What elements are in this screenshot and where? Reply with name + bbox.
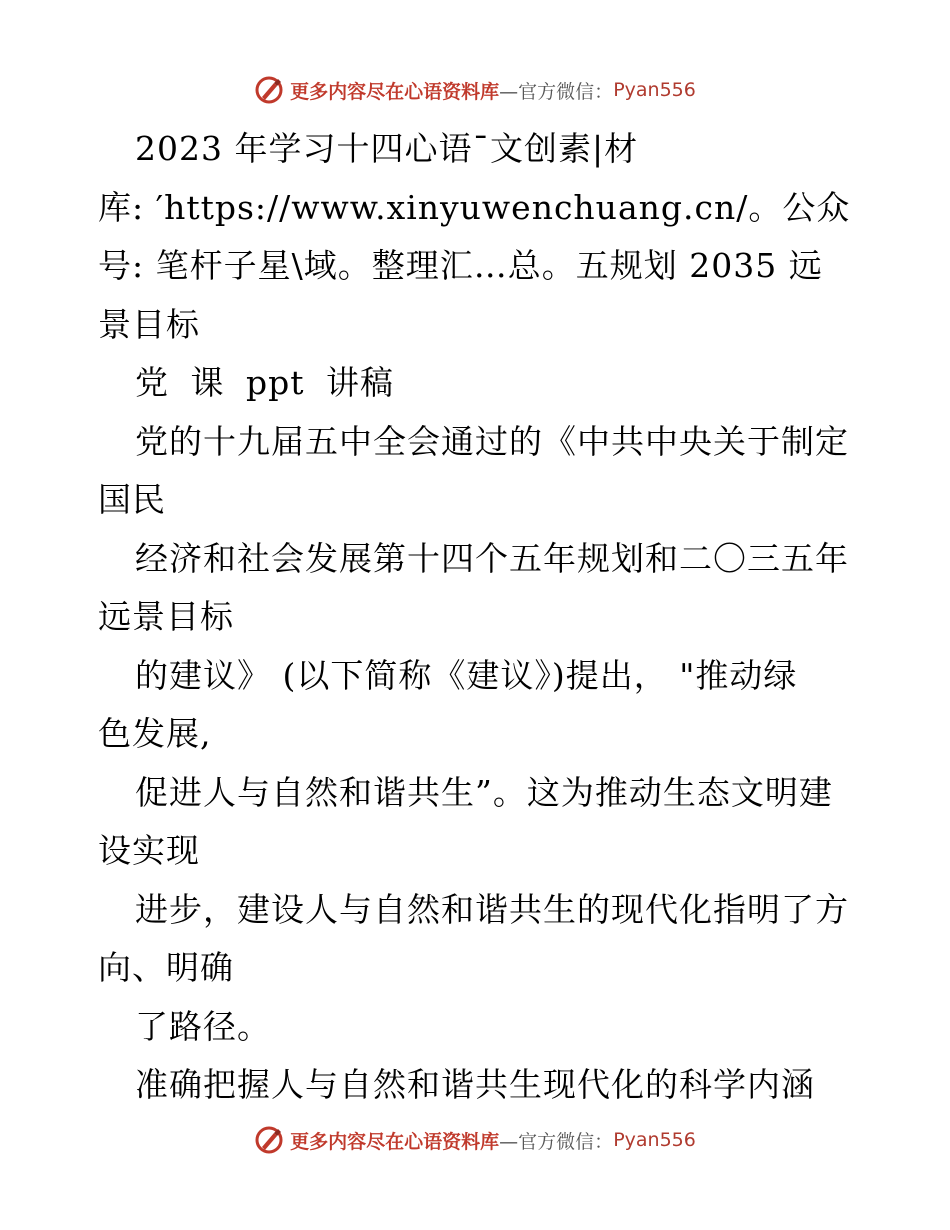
footer-banner-main-text: 更多内容尽在心语资料库 [290,1130,500,1153]
body-line: 2023 年学习十四心语¯文创素|材 [135,129,639,168]
body-line: 远景目标 [98,597,234,636]
body-line: 准确把握人与自然和谐共生现代化的科学内涵 [135,1065,815,1104]
body-line: 设实现 [98,831,200,870]
body-line: 了路径。 [135,1006,271,1046]
pen-nib-logo-icon [254,1125,284,1155]
body-line: 色发展, [98,714,212,753]
header-banner-main-text: 更多内容尽在心语资料库 [290,80,500,103]
footer-banner [0,1120,950,1160]
body-line: 景目标 [98,304,200,344]
body-line: 进步，建设人与自然和谐共生的现代化指明了方 [135,889,849,929]
body-line: 的建议》 (以下简称《建议》)提出， "推动绿 [135,655,798,695]
body-line: 经济和社会发展第十四个五年规划和二〇三五年 [135,538,849,578]
header-banner [0,70,950,110]
pen-nib-logo-icon [254,75,284,105]
body-line: 国民 [98,480,166,519]
footer-banner-wechat-id: Pyan556 [613,1129,696,1151]
body-line: 党 课 ppt 讲稿 [135,363,394,402]
body-line: 号: 笔杆子星\域。整理汇…总。五规划 2035 远 [98,246,823,285]
header-banner-separator-text: —官方微信： [499,80,614,103]
document-body [98,120,858,1115]
header-banner-wechat-id: Pyan556 [613,79,696,101]
body-line: 向、明确 [98,948,234,987]
body-line: 党的十九届五中全会通过的《中共中央关于制定 [135,421,849,461]
body-line: 促进人与自然和谐共生”。这为推动生态文明建 [135,772,833,812]
body-line: 库: ′https://www.xinyuwenchuang.cn/。公众 [98,187,851,227]
footer-banner-separator-text: —官方微信： [499,1130,614,1153]
